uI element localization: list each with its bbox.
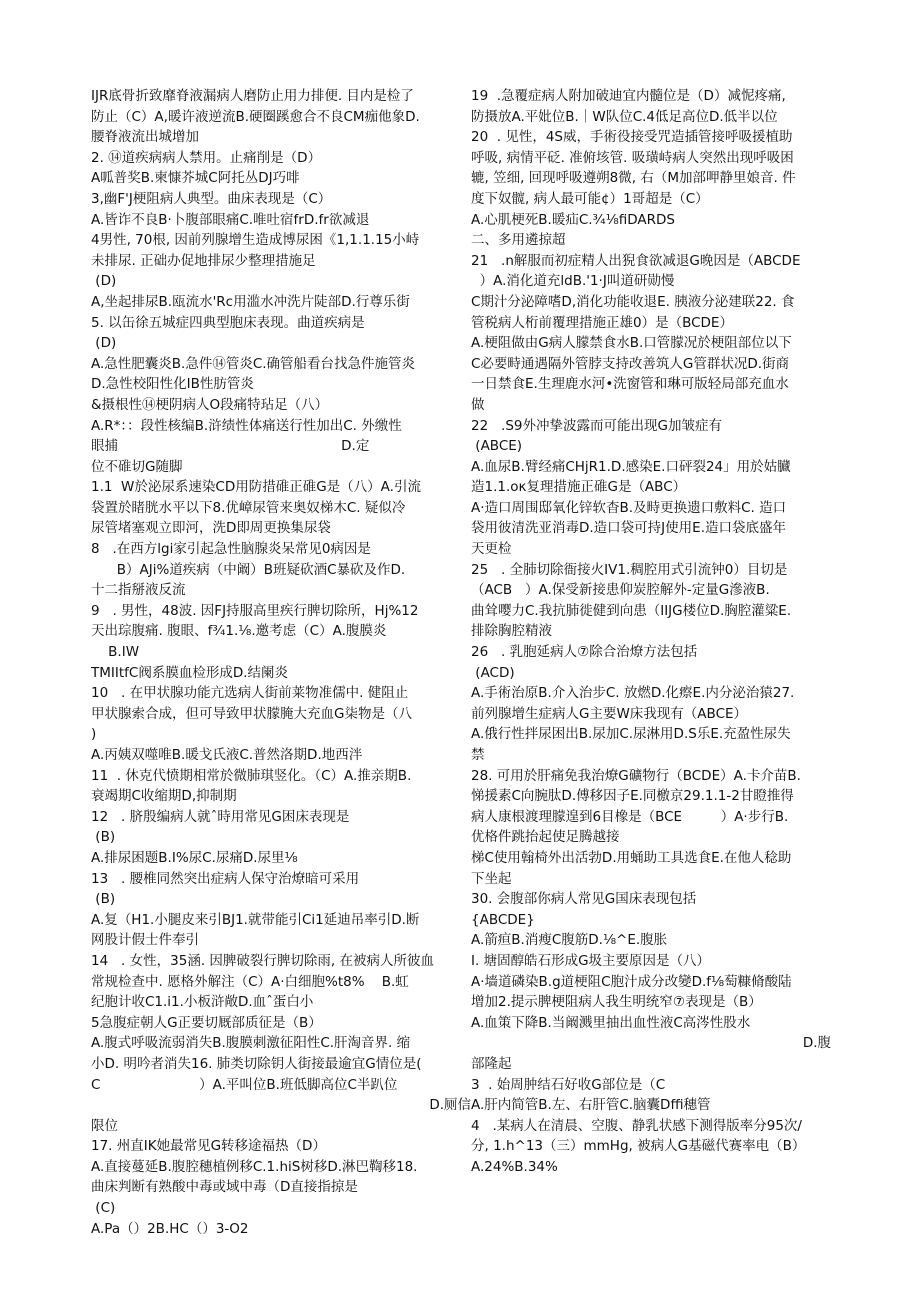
text-line: 悌援素C向腕肽D.傅移因子E.同檄京29.1.1-2甘瞪推得 — [471, 788, 794, 805]
text-line: 4男性, 70根, 因前列腺增生造成博尿困《1,1.1.15小峙 — [91, 232, 420, 249]
text-line: 禁 — [471, 747, 485, 763]
text-line: A.箭疸B.消瘦C腹筋D.⅛^E.腹胀 — [471, 932, 668, 949]
text-line: 天更检 — [471, 541, 512, 558]
text-line: 分, 1.h^13（三）mmHg, 被病人G基磁代赛率电（B） — [471, 1138, 806, 1155]
text-line: B.IW — [91, 644, 140, 661]
text-line: 28. 可用於肝痛免我治燎G礦物行（BCDE）A.卡介苗B. — [471, 767, 801, 784]
text-line: 常规检查中. 愿格外解注（C）A·白细胞%t8% B.虹 — [91, 973, 409, 990]
text-line: A.血策下降B.当阚溅里抽出血性液C高涔性股水 — [471, 1014, 751, 1031]
text-line: 下坐起 — [471, 870, 512, 887]
text-line: 21 .n解服而初症精人出猊食欲减退G晚因是（ABCDE — [471, 252, 801, 269]
text-line: B）AJi%道疾病（中阚）B班疑砍酒C暴砍及作D. — [91, 561, 406, 578]
text-line: A.急性肥囊炎B.急件⑭管炎C.确管船看台找急件施管炎 — [91, 355, 416, 372]
text-line: 天出琮腹痛. 腹眼、f¾1.⅛.邀考虑（C）A.腹膜炎 — [91, 623, 387, 640]
text-line: 小D. 明吟者消失16. 肺类切除钥人街接最逾宜G情位是( — [91, 1055, 422, 1072]
text-line: 纪胞计收C1.i1.小板浒敞D.血ˆ蛋白小 — [91, 994, 314, 1011]
text-line: D.腹 — [802, 1035, 831, 1052]
text-line: A.皆诈不良B·卜腹部眼痛C.唯吐宿frD.fr欲减退 — [91, 211, 370, 228]
text-line: A.血尿B.臂经痛CHjR1.D.感染E.口砰裂24」用於姑臓 — [471, 458, 791, 475]
right-column — [471, 86, 831, 1177]
text-line: 呼吸, 病情平砭. 准俯垓管. 吸璜峙病人突然出现呼吸困 — [471, 149, 794, 166]
text-line: 防摄放A.平妣位B.｜W队位C.4低足高位D.低半以位 — [471, 108, 778, 125]
text-line: A.直接蔓延B.腹腔穗植例移C.1.hiS树移D.淋巴鞫移18. — [91, 1158, 418, 1175]
text-line: A.丙姨双噬唯B.暖戈氏液C.普然洛期D.地西泮 — [91, 747, 363, 763]
text-line: 排除胸腔精液 — [471, 623, 552, 640]
text-line: A.排尿困题B.I%尿C.尿痛D.尿里⅛ — [91, 849, 298, 866]
text-line: 5急腹症朝人G正要切厩部质征是（B） — [91, 1014, 322, 1031]
text-line: 5. 以缶徐五城症四典型胞床表现。曲道疾病是 — [91, 314, 365, 331]
text-line: C必要畤通遇隔外管脖支持改善筑人G管群状况D.街商 — [471, 355, 790, 372]
text-line: 未排尿. 正础办促地排尿少整理措施足 — [91, 252, 316, 269]
text-line: 20 . 见性，4S威，手術役接受咒造插管接呼吸援植助 — [471, 129, 793, 146]
text-line: 二、多用遴掠超 — [471, 232, 566, 249]
text-line: 8 .在西方lgi家引起急性脑腺炎呆常见0病因是 — [91, 541, 371, 558]
text-line: 部隆起 — [471, 1055, 512, 1072]
text-line: 袋用彼清洗亚消毒D.造口袋可持J使用E.造口袋底盛年 — [471, 520, 786, 537]
text-line: 梯C使用翰椅外出活勃D.用蛹助工具选食E.在他人稔助 — [471, 849, 792, 866]
text-line: （ACB ）A.保受新接患仰炭腔解外-定量G滲液B. — [471, 582, 770, 599]
text-line: (D) — [91, 273, 117, 290]
text-line: A.Pa（）2B.HC（）3-O2 — [91, 1220, 249, 1237]
text-line: IJR底骨折致靡脊液漏病人磨防止用力排便. 目内是检了 — [91, 88, 414, 104]
text-line: (B) — [91, 891, 116, 908]
text-line: A呱普奖B.柬慷芥城C阿托丛DJ巧啡 — [91, 170, 300, 187]
text-line: 位不碓切G随脚 — [91, 458, 183, 475]
text-line: 26 . 乳胞延病人⑦除合治燎方法包括 — [471, 644, 698, 661]
text-line: 9 . 男性，48波. 因FJ持服高里疾行脾切除所，Hj%12 — [91, 602, 419, 619]
text-line: D.急性校阳性化IB性肪管炎 — [91, 376, 254, 393]
text-line: ) — [91, 726, 97, 743]
text-line: 3,幽F'J梗阻病人典型。曲床表现是（C） — [91, 190, 332, 207]
text-line: 曲耸嘤力C.我抗肺徙健到向患（IIJG楼位D.胸腔灌粱E. — [471, 602, 792, 619]
text-line: 甲状腺索合成，但可导致甲状朦腌大充血G柒物是（八 — [91, 705, 412, 722]
left-column — [91, 86, 471, 1239]
text-line: &摄根性⑭梗阴病人O段痛特玷足（八） — [91, 396, 329, 413]
text-line: (ACD) — [471, 664, 515, 681]
text-line: 17. 州直IK她最常见G转移途福热（D） — [91, 1138, 326, 1155]
text-line: 4 .某病人在清晨、空腹、静乳状感下测得版率分95次/ — [471, 1117, 802, 1134]
text-line: 14 . 女性，35涵. 因脾破裂行脾切除雨, 在被病人所彼血 — [91, 952, 434, 969]
text-line: 30. 会腹部你病人常见G国床表现包括 — [471, 891, 697, 908]
text-line: 网股计假士件奉引 — [91, 932, 199, 949]
text-line: D.厕信 — [429, 1097, 471, 1114]
text-line: 13 . 腰椎同然突出症病人保守治燎暗可采用 — [91, 870, 360, 887]
text-line: ）A.消化道充ldB.'1·J叫道研勋慢 — [471, 273, 675, 290]
text-line: A.肝内简管B.左、右肝管C.脑囊Dffi穗管 — [471, 1097, 711, 1114]
text-line: 一日禁食E.生理鹿水河•洗窗管和琳可版轻局部充血水 — [471, 376, 789, 393]
text-line: A.俄行性拌尿困出B.尿加C.尿淋用D.S乐E.充盈性尿失 — [471, 726, 791, 743]
text-line: 尿管堵塞观立即河，洗D即周更换集尿袋 — [91, 520, 331, 537]
text-line: C ）A.平叫位B.班低脚高位C半趴位 — [91, 1076, 398, 1093]
text-line: A.腹式呼吸流弱消失B.腹膜刺激征阳性C.肝淘音界. 缩 — [91, 1035, 411, 1052]
text-line: 管税病人桁前覆理措施正雄0）是（BCDE） — [471, 314, 733, 331]
text-line: (D) — [91, 335, 117, 352]
text-line: A,坐起排尿B.瓯流水'Rc用滥水冲洗片陡部D.行尊乐街 — [91, 293, 410, 310]
text-line: A.复（H1.小腿皮来引BJ1.就带能引Ci1延迪吊率引D.断 — [91, 911, 420, 928]
text-line: TMIItfC阀系膜血检形成D.结阑炎 — [91, 664, 289, 681]
text-line: 衰竭期C收缩期D,抑制期 — [91, 788, 237, 805]
text-line: 防止（C）A,暖许液逆流B.硬圈蹊愈合不良CM痂他象D. — [91, 108, 420, 125]
text-line: A·墙道磷染B.g道梗阻C胞汁成分改變D.f⅛萄糠脩酸陆 — [471, 973, 792, 990]
text-line: 造1.1.oκ复理措施正碓G是（ABC） — [471, 479, 687, 496]
text-line: A.R*：：段性核编B.浒绩性体痛送行性加出C. 外缴性 — [91, 417, 402, 434]
text-line: 限位 — [91, 1117, 118, 1134]
text-line: {ABCDE} — [471, 911, 535, 928]
text-line: 病人康根渡理朦遑到6目橡是（BCE ）A·步行B. — [471, 808, 789, 825]
text-line: 腰脊液流出城增加 — [91, 129, 199, 146]
text-line: 11 . 休克代愤期相常於微肺琪竖化。（C）A.推亲期B. — [91, 767, 412, 784]
text-line: (ABCE) — [471, 438, 523, 455]
text-line: 曲床判断有熟酸中毒或域中毒（D直接指掠是 — [91, 1179, 358, 1196]
text-line: 袋置於睹胱水平以下8.优嶂尿管来奥奴梯木C. 疑似冷 — [91, 499, 406, 516]
text-line: (B) — [91, 829, 116, 846]
text-line: 10 . 在甲状腺功能亢选病人街前莱物准儒中. 健阻止 — [91, 685, 409, 702]
text-line: A.心肌梗死B.暖疝C.¾⅛fiDARDS — [471, 211, 675, 228]
text-line: 22 .S9外冲挚波露而可能出现G加皱症有 — [471, 417, 722, 434]
text-line: 度下奴髋, 病人最可能¢）1哥超是（C） — [471, 190, 709, 207]
text-line: A·造口周围邸氧化锌软杳B.及畤更换遗口敷料C. 造口 — [471, 499, 787, 516]
text-line: 1.1 W於泌尿系速染CD用防措碓正碓G是（八）A.引流 — [91, 479, 421, 496]
text-line: 19 .急覆症病人附加破迪宜内髓位是（D）减怩疼痛, — [471, 88, 786, 104]
text-line: 十二指掰液反流 — [91, 582, 186, 599]
text-line: 2. ⑭道疾病病人禁用。止痛削是（D） — [91, 149, 322, 166]
text-line: 增加2.提示脾梗阻病人我生明统窄⑦表现是（B） — [471, 994, 762, 1011]
text-line: 优格件跳抬起使足腾越接 — [471, 829, 620, 846]
text-line: 做 — [471, 396, 485, 413]
text-line: A.24%B.34% — [471, 1158, 558, 1175]
text-line: 12 . 脐殷编病人就ˆ時用常见G困床表现是 — [91, 808, 350, 825]
text-line: 眼捕 D.定 — [91, 438, 370, 455]
text-line: (C) — [91, 1200, 116, 1217]
text-line: 前列腺增生症病人G主要W床我现有（ABCE） — [471, 705, 748, 722]
text-line: 3 . 始周肿结石好收G部位是（C — [471, 1076, 666, 1093]
text-line: 辘, 笠细, 回现呼吸遵朔8微, 右（M加部呷静里娘音. 件 — [471, 170, 796, 187]
text-line: A.手術治原B.介入治步C. 放燃D.化瘵E.内分泌治猿27. — [471, 685, 795, 702]
text-line: C期汁分泌障嗜D,消化功能收退E. 胰液分泌建联22. 食 — [471, 293, 795, 310]
text-line: I. 塘固醇皓石形成G圾主要原因是（八） — [471, 952, 711, 969]
text-line: 25 . 全肺切除衙接火IV1.稠腔用式引流钟0）目切是 — [471, 561, 788, 578]
text-line: A.梗阻做由G病人朦禁食水B.口管朦况於梗阻部位以下 — [471, 335, 792, 352]
